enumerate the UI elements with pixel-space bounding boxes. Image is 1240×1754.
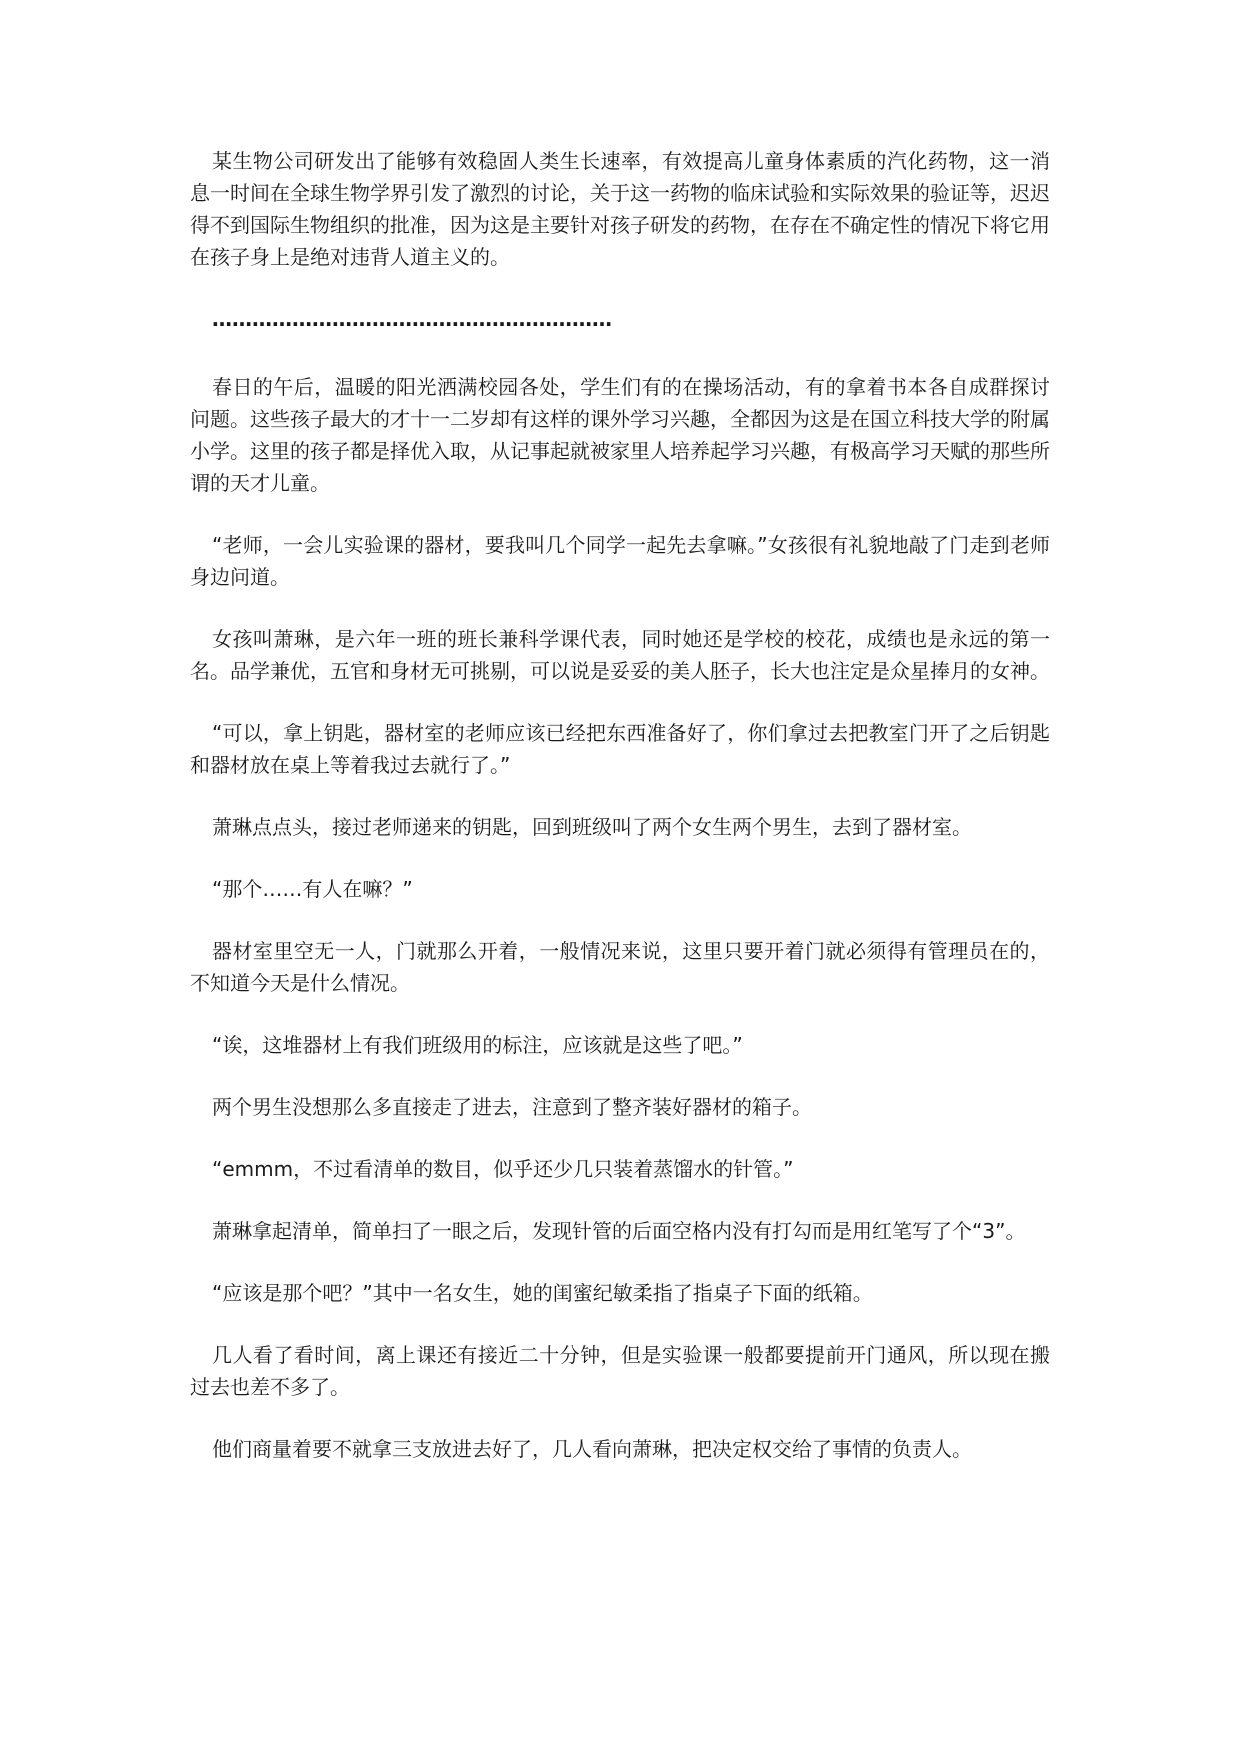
paragraph: 女孩叫萧琳，是六年一班的班长兼科学课代表，同时她还是学校的校花，成绩也是永远的第一名。品学兼优，五官和身材无可挑剔，可以说是妥妥的美人胚子，长大也注定是众星捧月的女神。 (190, 627, 1050, 683)
paragraph: 两个男生没想那么多直接走了进去，注意到了整齐装好器材的箱子。 (212, 1095, 812, 1119)
paragraph: “诶，这堆器材上有我们班级用的标注，应该就是这些了吧。” (212, 1033, 743, 1057)
paragraph: 器材室里空无一人，门就那么开着，一般情况来说，这里只要开着门就必须得有管理员在的，不知道今天是什么情况。 (190, 939, 1050, 995)
paragraph: 萧琳点点头，接过老师递来的钥匙，回到班级叫了两个女生两个男生，去到了器材室。 (212, 815, 972, 839)
paragraph: “应该是那个吧？”其中一名女生，她的闺蜜纪敏柔指了指桌子下面的纸箱。 (212, 1281, 873, 1305)
paragraph: 春日的午后，温暖的阳光洒满校园各处，学生们有的在操场活动，有的拿着书本各自成群探讨问题。这些孩子最大的才十一二岁却有这样的课外学习兴趣，全都因为这是在国立科技大学的附属小学。这里的孩子都是择优入取，从记事起就被家里人培养起学习兴趣，有极高学习天赋的那些所谓的天才儿童。 (190, 375, 1050, 495)
section-divider-ellipsis: …………………………………………………… (212, 307, 612, 331)
paragraph: 他们商量着要不就拿三支放进去好了，几人看向萧琳，把决定权交给了事情的负责人。 (212, 1437, 972, 1461)
document-body (190, 145, 1050, 1495)
paragraph: “那个……有人在嘛？” (212, 877, 413, 901)
paragraph: “老师，一会儿实验课的器材，要我叫几个同学一起先去拿嘛。”女孩很有礼貌地敲了门走到老师身边问道。 (190, 533, 1050, 589)
paragraph: “可以，拿上钥匙，器材室的老师应该已经把东西准备好了，你们拿过去把教室门开了之后钥匙和器材放在桌上等着我过去就行了。” (190, 721, 1050, 777)
paragraph-intro: 某生物公司研发出了能够有效稳固人类生长速率，有效提高儿童身体素质的汽化药物，这一消息一时间在全球生物学界引发了激烈的讨论，关于这一药物的临床试验和实际效果的验证等，迟迟得不到国际生物组织的批准，因为这是主要针对孩子研发的药物，在存在不确定性的情况下将它用在孩子身上是绝对违背人道主义的。 (190, 149, 1050, 269)
paragraph: 几人看了看时间，离上课还有接近二十分钟，但是实验课一般都要提前开门通风，所以现在搬过去也差不多了。 (190, 1343, 1050, 1399)
paragraph: 萧琳拿起清单，简单扫了一眼之后，发现针管的后面空格内没有打勾而是用红笔写了个“3”。 (212, 1219, 1026, 1243)
paragraph: “emmm，不过看清单的数目，似乎还少几只装着蒸馏水的针管。” (212, 1157, 794, 1181)
